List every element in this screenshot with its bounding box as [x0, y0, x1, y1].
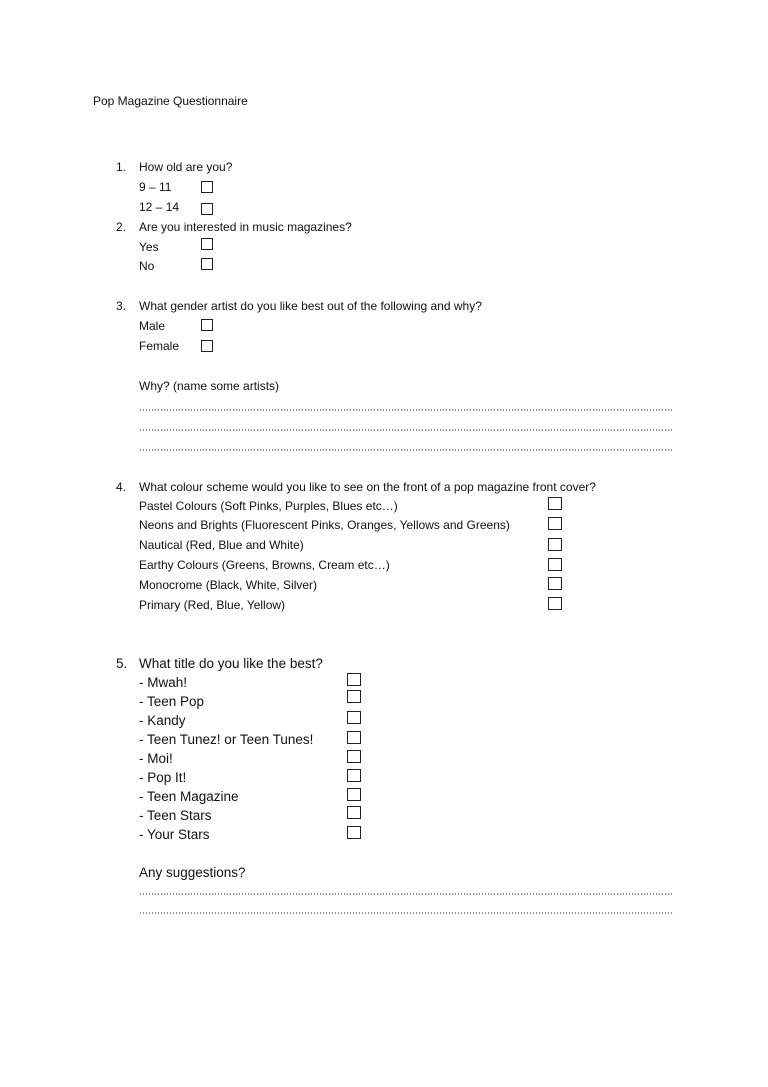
option-label: - Moi! — [139, 751, 173, 766]
checkbox-moi[interactable] — [347, 750, 361, 763]
option-label: Primary (Red, Blue, Yellow) — [139, 598, 286, 612]
checkbox-mwah[interactable] — [347, 673, 361, 686]
option-label: Earthy Colours (Greens, Browns, Cream etc…) — [139, 558, 390, 572]
checkbox-male[interactable] — [201, 319, 213, 331]
option-label: 12 – 14 — [139, 200, 180, 214]
answer-line-3[interactable] — [139, 449, 674, 451]
option-label: Yes — [139, 240, 159, 254]
option-label: Male — [139, 319, 166, 333]
checkbox-age-12-14[interactable] — [201, 203, 213, 215]
checkbox-earthy[interactable] — [548, 558, 562, 571]
option-label: Monocrome (Black, White, Silver) — [139, 578, 318, 592]
suggestion-line-2[interactable] — [139, 912, 674, 914]
checkbox-nautical[interactable] — [548, 538, 562, 551]
option-label: - Mwah! — [139, 675, 188, 690]
option-label: Neons and Brights (Fluorescent Pinks, Oranges, Yellows and Greens) — [139, 518, 510, 532]
checkbox-pop-it[interactable] — [347, 769, 361, 782]
option-label: Nautical (Red, Blue and White) — [139, 538, 304, 552]
question-number: 1. — [116, 160, 127, 174]
option-label: - Pop It! — [139, 770, 187, 785]
question-number: 3. — [116, 299, 127, 313]
option-label: - Teen Tunez! or Teen Tunes! — [139, 732, 314, 747]
question-text: What gender artist do you like best out of the following and why? — [139, 299, 482, 313]
checkbox-pastel[interactable] — [548, 497, 562, 510]
checkbox-no[interactable] — [201, 258, 213, 270]
option-label: - Teen Pop — [139, 694, 205, 709]
question-text: How old are you? — [139, 160, 233, 174]
checkbox-your-stars[interactable] — [347, 826, 361, 839]
checkbox-monocrome[interactable] — [548, 577, 562, 590]
option-label: Female — [139, 339, 180, 353]
question-number: 2. — [116, 220, 127, 234]
option-label: - Your Stars — [139, 827, 210, 842]
checkbox-yes[interactable] — [201, 238, 213, 250]
answer-line-1[interactable] — [139, 409, 674, 411]
checkbox-teen-tunez[interactable] — [347, 731, 361, 744]
question-text: Are you interested in music magazines? — [139, 220, 352, 234]
option-label: No — [139, 259, 155, 273]
question-number: 5. — [116, 656, 128, 671]
checkbox-teen-pop[interactable] — [347, 690, 361, 703]
page-title: Pop Magazine Questionnaire — [93, 94, 248, 108]
option-label: Pastel Colours (Soft Pinks, Purples, Blues etc…) — [139, 499, 398, 513]
option-label: - Kandy — [139, 713, 186, 728]
checkbox-age-9-11[interactable] — [201, 181, 213, 193]
checkbox-primary[interactable] — [548, 597, 562, 610]
checkbox-female[interactable] — [201, 340, 213, 352]
answer-line-2[interactable] — [139, 429, 674, 431]
option-label: 9 – 11 — [139, 180, 172, 194]
checkbox-neons[interactable] — [548, 517, 562, 530]
option-label: - Teen Magazine — [139, 789, 239, 804]
checkbox-teen-stars[interactable] — [347, 806, 361, 819]
checkbox-kandy[interactable] — [347, 711, 361, 724]
checkbox-teen-magazine[interactable] — [347, 788, 361, 801]
followup-prompt: Why? (name some artists) — [139, 379, 280, 393]
question-number: 4. — [116, 480, 127, 494]
suggestion-line-1[interactable] — [139, 893, 674, 895]
question-text: What title do you like the best? — [139, 656, 323, 671]
option-label: - Teen Stars — [139, 808, 212, 823]
question-text: What colour scheme would you like to see on the front of a pop magazine front cover? — [139, 480, 596, 494]
followup-prompt: Any suggestions? — [139, 865, 246, 880]
